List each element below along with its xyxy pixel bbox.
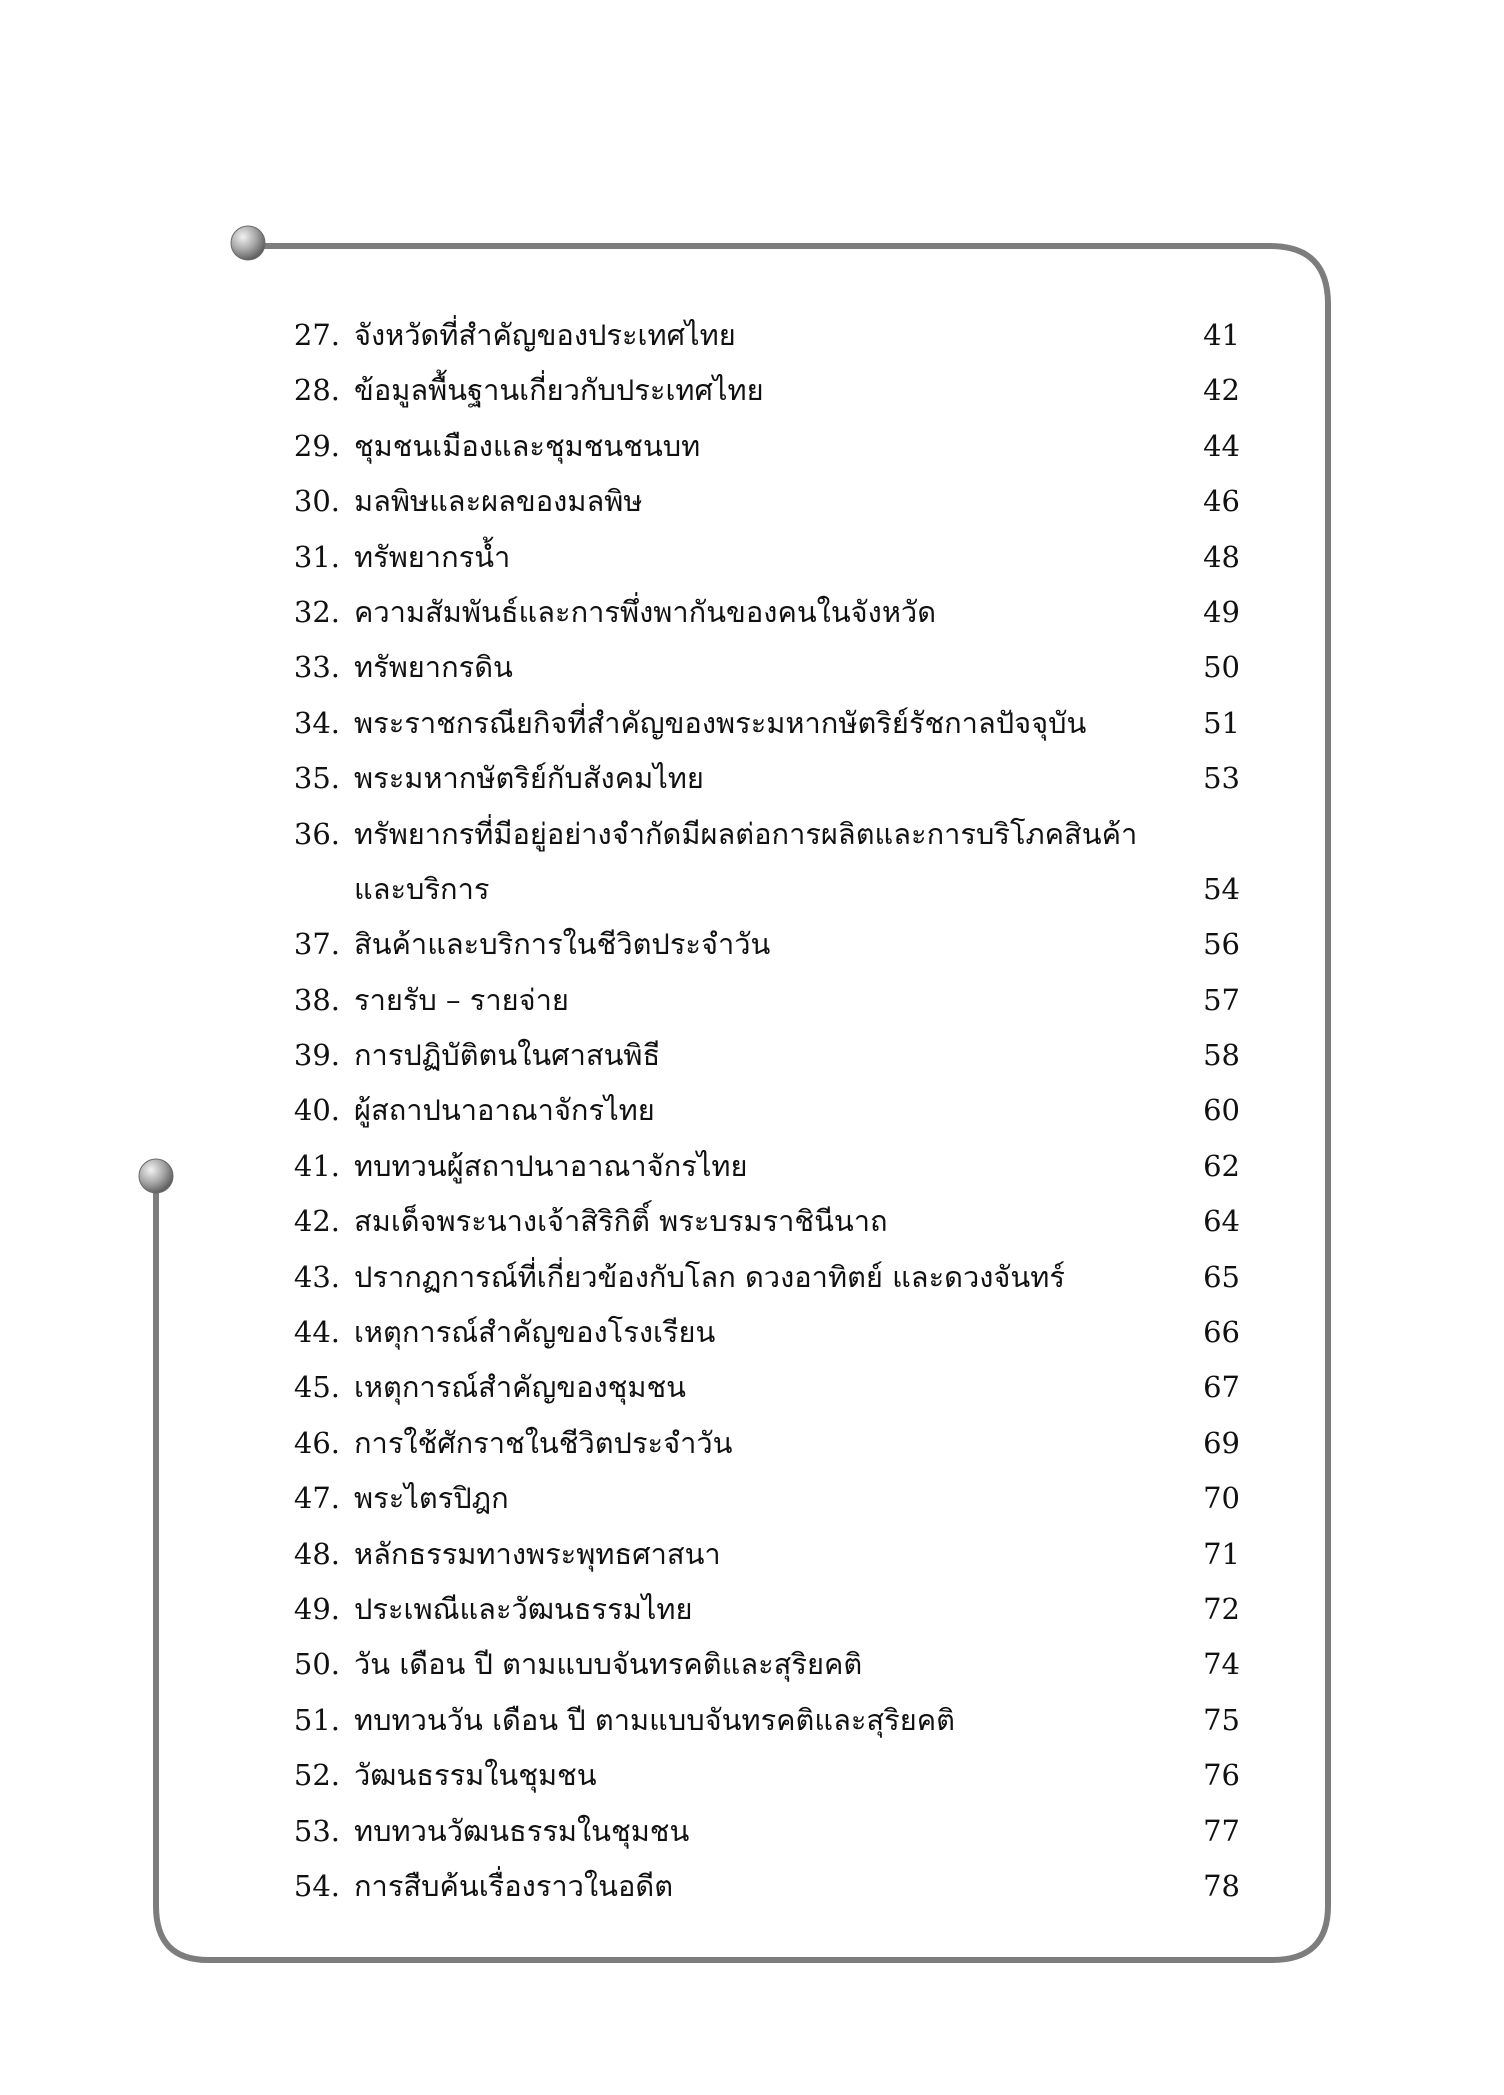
toc-entry-title: การสืบค้นเรื่องราวในอดีต	[354, 1868, 674, 1903]
toc-entry-page-number: 64	[1203, 1204, 1240, 1239]
toc-entry-title: ความสัมพันธ์และการพึ่งพากันของคนในจังหวัด	[354, 594, 937, 629]
toc-entry-number: 44.	[293, 1315, 340, 1350]
toc-entry	[280, 1748, 1240, 1803]
toc-entry-title: การปฏิบัติตนในศาสนพิธี	[354, 1038, 661, 1073]
toc-entry-title: เหตุการณ์สำคัญของชุมชน	[354, 1370, 686, 1405]
toc-entry-number: 43.	[293, 1259, 340, 1294]
toc-entry-page-number: 60	[1203, 1093, 1240, 1128]
toc-entry	[280, 1637, 1240, 1692]
toc-entry	[280, 1139, 1240, 1194]
toc-entry-number: 34.	[293, 705, 340, 740]
toc-entry	[280, 363, 1240, 418]
toc-entry-title: เหตุการณ์สำคัญของโรงเรียน	[354, 1315, 716, 1350]
toc-entry	[280, 807, 1240, 862]
toc-entry	[280, 1028, 1240, 1083]
toc-entry	[280, 1305, 1240, 1360]
toc-entry-title: การใช้ศักราชในชีวิตประจำวัน	[354, 1425, 733, 1460]
toc-entry-page-number: 41	[1203, 318, 1240, 352]
toc-entry-page-number: 48	[1203, 539, 1240, 574]
toc-entry-page-number: 75	[1203, 1702, 1240, 1737]
toc-entry-page-number: 74	[1203, 1647, 1240, 1682]
toc-entry-number: 51.	[293, 1702, 340, 1737]
toc-entry-title: ชุมชนเมืองและชุมชนชนบท	[354, 428, 701, 463]
toc-entry	[280, 419, 1240, 474]
toc-entry-title: ทบทวนวัฒนธรรมในชุมชน	[354, 1813, 690, 1848]
toc-entry-page-number: 56	[1203, 927, 1240, 962]
toc-entry-number: 49.	[293, 1591, 340, 1626]
toc-entry	[280, 474, 1240, 529]
toc-entry	[280, 1471, 1240, 1526]
toc-entry-title: พระมหากษัตริย์กับสังคมไทย	[354, 761, 704, 796]
toc-entry-page-number: 71	[1203, 1536, 1240, 1571]
toc-entry	[280, 696, 1240, 751]
toc-entry-title: ข้อมูลพื้นฐานเกี่ยวกับประเทศไทย	[354, 373, 764, 408]
toc-entry-page-number: 72	[1203, 1591, 1240, 1626]
toc-entry-page-number: 62	[1203, 1148, 1240, 1183]
toc-entry-title: ทรัพยากรที่มีอยู่อย่างจำกัดมีผลต่อการผลิตและการบริโภคสินค้า	[354, 816, 1138, 851]
toc-entry-page-number: 49	[1203, 594, 1240, 629]
toc-entry-title: จังหวัดที่สำคัญของประเทศไทย	[354, 318, 736, 352]
frame-left-ball-icon	[139, 1159, 173, 1193]
toc-entry-title: สินค้าและบริการในชีวิตประจำวัน	[354, 927, 771, 962]
toc-entry	[280, 1083, 1240, 1138]
toc-entry-page-number: 53	[1203, 761, 1240, 796]
toc-entry-title: พระราชกรณียกิจที่สำคัญของพระมหากษัตริย์รัชกาลปัจจุบัน	[354, 705, 1087, 740]
toc-entry-number: 47.	[293, 1481, 340, 1516]
toc-entry-page-number: 42	[1203, 373, 1240, 408]
toc-entry-page-number: 51	[1203, 705, 1240, 740]
toc-entry-number: 37.	[293, 927, 340, 962]
table-of-contents	[280, 308, 1240, 1914]
toc-entry	[280, 1416, 1240, 1471]
toc-entry	[280, 917, 1240, 972]
toc-entry-number: 32.	[293, 594, 340, 629]
toc-entry-title: ผู้สถาปนาอาณาจักรไทย	[354, 1093, 655, 1128]
toc-entry-number: 53.	[293, 1813, 340, 1848]
toc-entry-number: 45.	[293, 1370, 340, 1405]
toc-entry-number: 36.	[293, 816, 340, 851]
toc-entry-title: วัน เดือน ปี ตามแบบจันทรคติและสุริยคติ	[354, 1647, 863, 1682]
toc-entry	[280, 1360, 1240, 1415]
toc-entry-page-number: 65	[1203, 1259, 1240, 1294]
toc-entry-number: 35.	[293, 761, 340, 796]
toc-entry-page-number: 57	[1203, 982, 1240, 1017]
frame-top-ball-icon	[231, 226, 265, 260]
toc-entry-title: ประเพณีและวัฒนธรรมไทย	[354, 1591, 693, 1626]
toc-entry-page-number: 67	[1203, 1370, 1240, 1405]
toc-entry-number: 52.	[293, 1758, 340, 1793]
toc-entry-title: วัฒนธรรมในชุมชน	[354, 1758, 597, 1793]
toc-entry-number: 29.	[293, 428, 340, 463]
toc-entry-number: 54.	[293, 1868, 340, 1903]
toc-entry	[280, 1527, 1240, 1582]
toc-entry-number: 28.	[293, 373, 340, 408]
toc-entry-number: 42.	[293, 1204, 340, 1239]
toc-entry-page-number: 58	[1203, 1038, 1240, 1073]
toc-entry-number: 31.	[293, 539, 340, 574]
toc-entry-number: 40.	[293, 1093, 340, 1128]
toc-entry-title: หลักธรรมทางพระพุทธศาสนา	[354, 1536, 721, 1571]
toc-entry-page-number: 54	[1203, 871, 1240, 906]
toc-entry-title: ทบทวนผู้สถาปนาอาณาจักรไทย	[354, 1148, 748, 1183]
toc-entry-title: ปรากฏการณ์ที่เกี่ยวข้องกับโลก ดวงอาทิตย์ และดวงจันทร์	[354, 1259, 1065, 1294]
toc-entry	[280, 751, 1240, 806]
toc-entry-number: 38.	[293, 982, 340, 1017]
toc-entry	[280, 973, 1240, 1028]
toc-entry-title: พระไตรปิฎก	[354, 1481, 509, 1516]
toc-entry	[280, 1804, 1240, 1859]
toc-entry-page-number: 77	[1203, 1813, 1240, 1848]
toc-entry	[280, 308, 1240, 363]
toc-entry	[280, 585, 1240, 640]
toc-entry-number: 50.	[293, 1647, 340, 1682]
toc-entry	[280, 1582, 1240, 1637]
toc-entry-page-number: 66	[1203, 1315, 1240, 1350]
toc-entry-number: 30.	[293, 484, 340, 519]
toc-entry-page-number: 76	[1203, 1758, 1240, 1793]
toc-entry-title: ทรัพยากรดิน	[354, 650, 513, 685]
toc-entry-page-number: 70	[1203, 1481, 1240, 1516]
toc-entry-number: 39.	[293, 1038, 340, 1073]
toc-entry	[280, 1693, 1240, 1748]
toc-entry-page-number: 78	[1203, 1868, 1240, 1903]
toc-entry-title: มลพิษและผลของมลพิษ	[354, 484, 643, 519]
toc-entry-page-number: 69	[1203, 1425, 1240, 1460]
toc-entry	[280, 530, 1240, 585]
toc-entry-title: ทรัพยากรน้ำ	[354, 539, 511, 574]
toc-entry	[280, 640, 1240, 695]
toc-entry-title: รายรับ – รายจ่าย	[354, 982, 569, 1017]
toc-entry-page-number: 50	[1203, 650, 1240, 685]
toc-entry-title: และบริการ	[354, 871, 490, 906]
toc-entry-title: สมเด็จพระนางเจ้าสิริกิติ์ พระบรมราชินีนาถ	[354, 1204, 888, 1239]
toc-entry-page-number: 44	[1203, 428, 1240, 463]
toc-entry-number: 48.	[293, 1536, 340, 1571]
toc-entry-number: 27.	[293, 318, 340, 352]
toc-entry	[280, 862, 1240, 917]
toc-entry-number: 46.	[293, 1425, 340, 1460]
toc-entry-title: ทบทวนวัน เดือน ปี ตามแบบจันทรคติและสุริยคติ	[354, 1702, 955, 1737]
toc-entry	[280, 1194, 1240, 1249]
toc-entry-page-number: 46	[1203, 484, 1240, 519]
toc-entry-number: 33.	[293, 650, 340, 685]
toc-entry	[280, 1250, 1240, 1305]
toc-entry	[280, 1859, 1240, 1914]
toc-entry-number: 41.	[293, 1148, 340, 1183]
